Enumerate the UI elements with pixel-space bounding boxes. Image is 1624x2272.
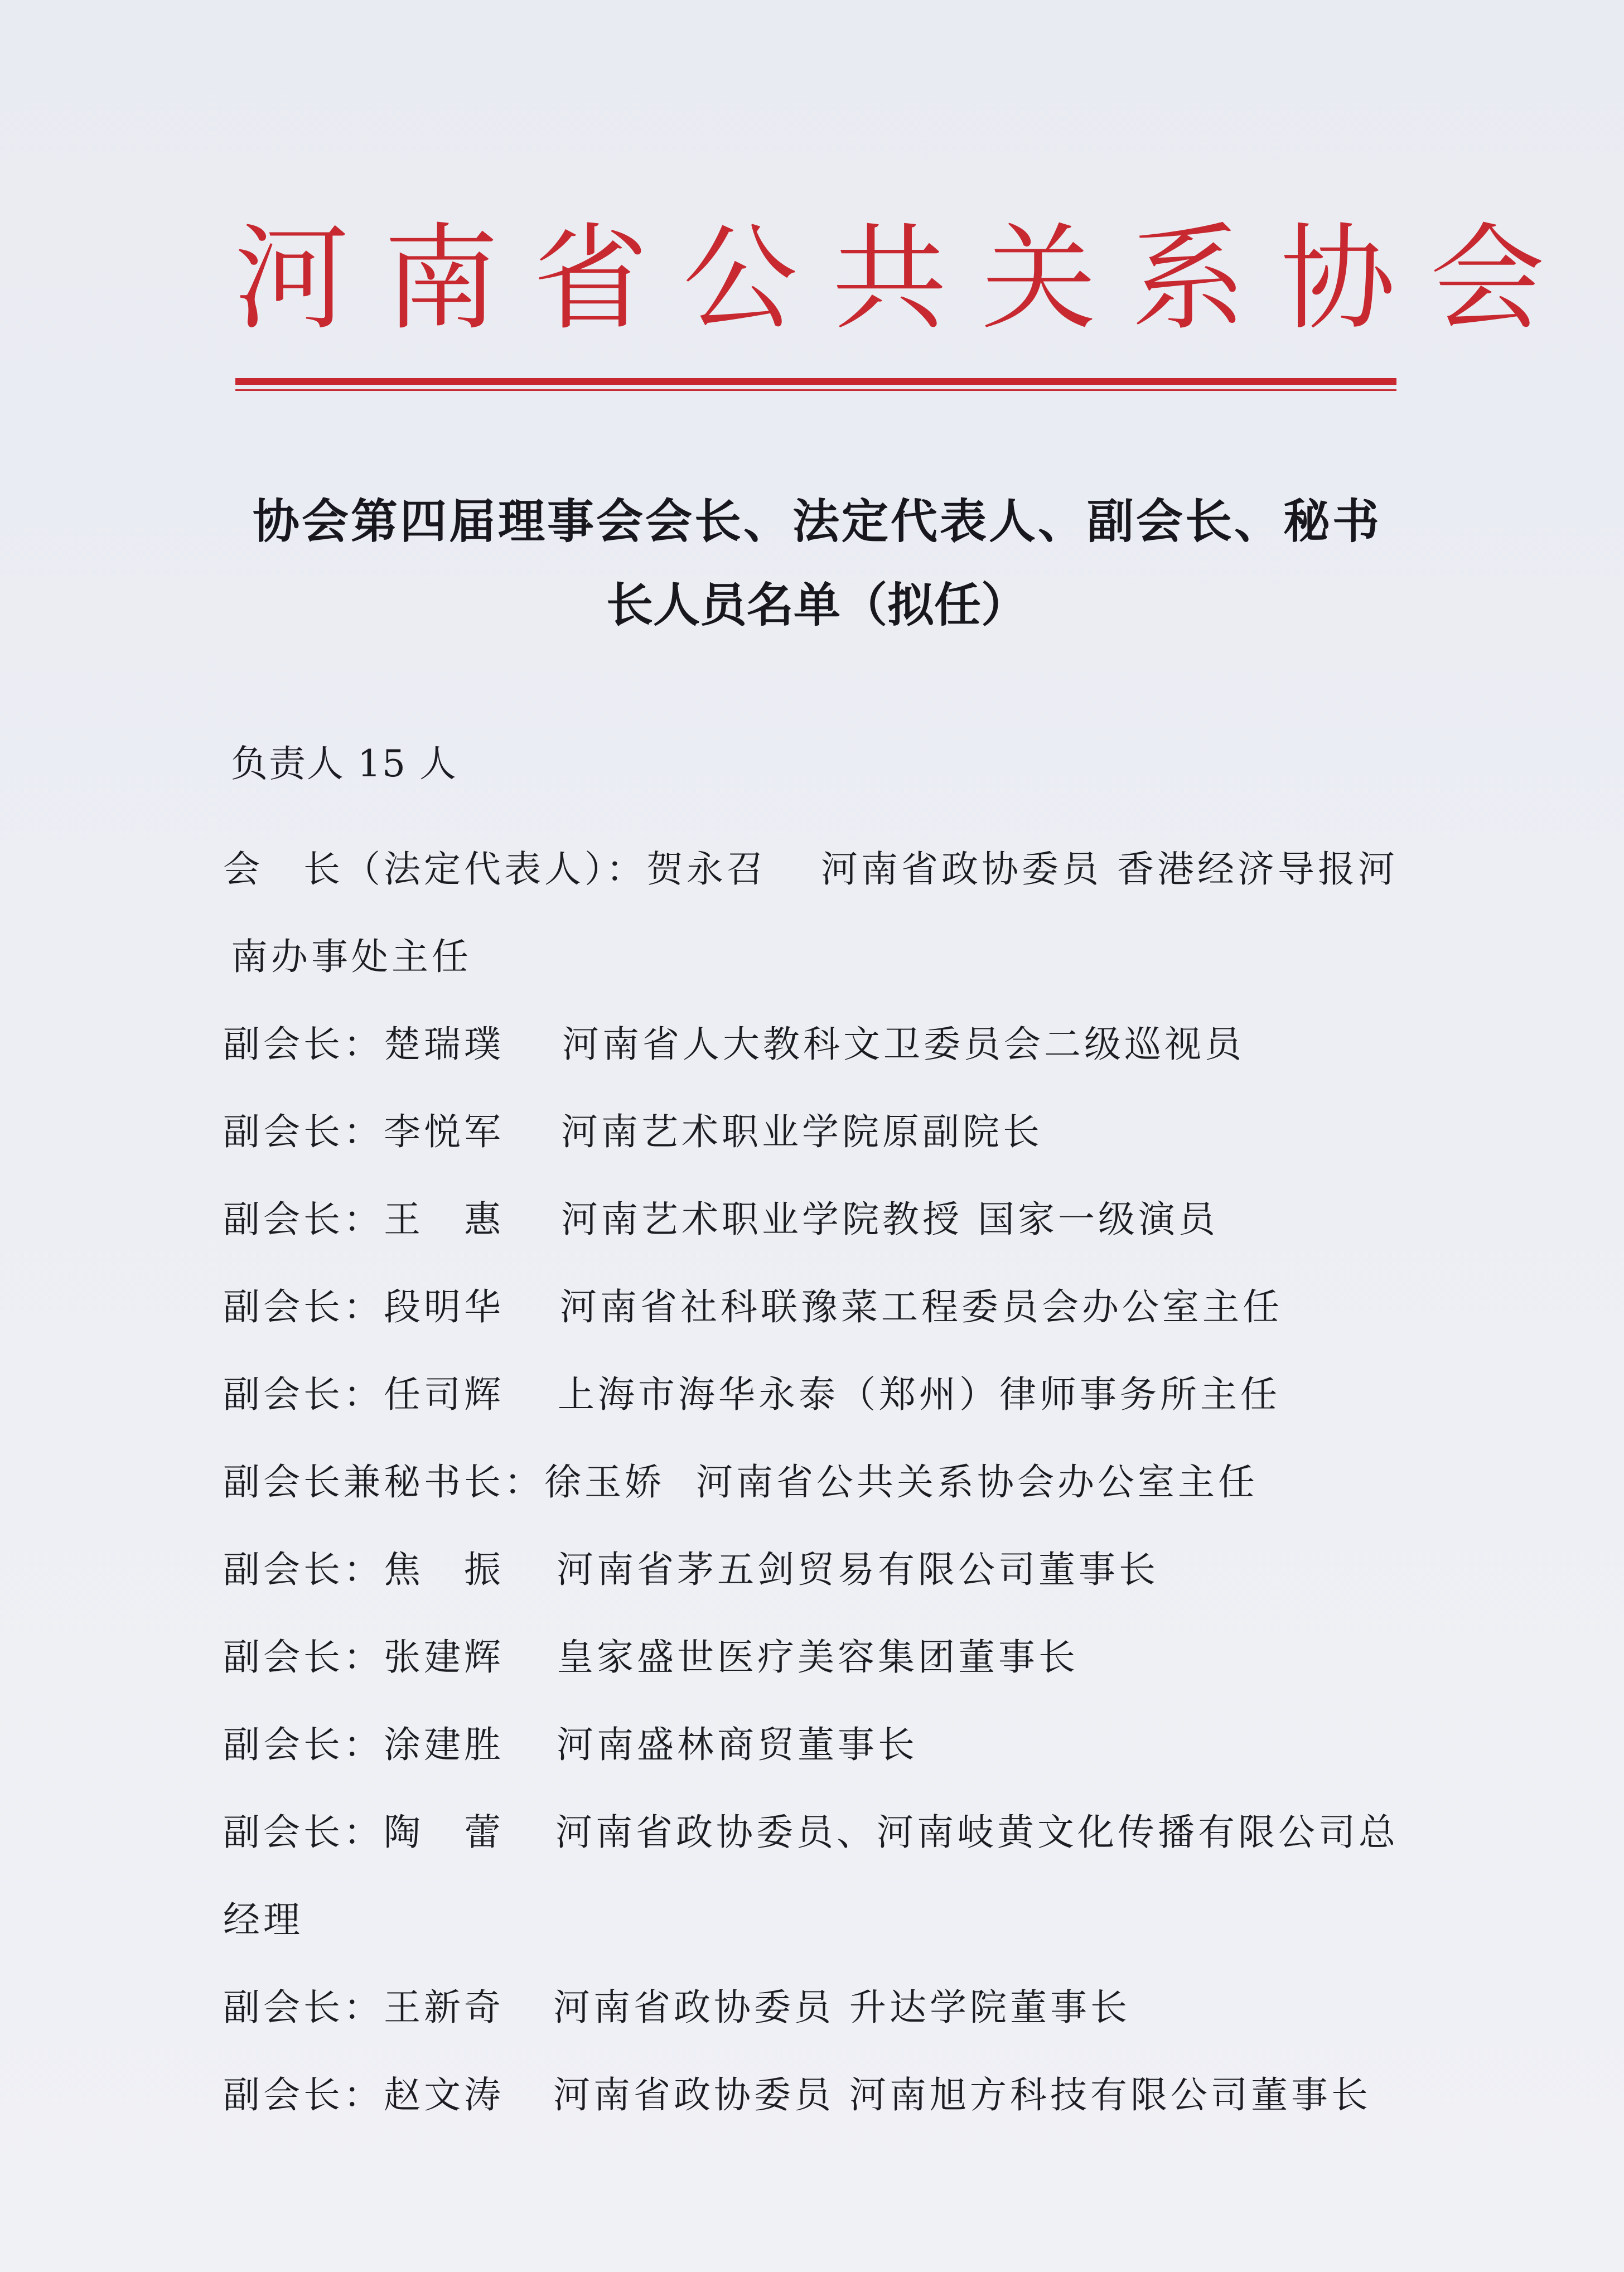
roster-role: 副会长： [223, 1110, 384, 1153]
roster-entry [223, 1351, 1400, 1438]
letterhead-org-name: 河南省公共关系协会 [234, 212, 1580, 346]
roster-description: 河南艺术职业学院教授 国家一级演员 [561, 1198, 1219, 1241]
roster-entry [223, 1701, 1400, 1788]
document-title-line-1: 协会第四届理事会会长、法定代表人、副会长、秘书 [252, 494, 1381, 549]
roster-entry [223, 1526, 1400, 1613]
roster-role: 副会长： [223, 1986, 384, 2029]
roster-entry [223, 1000, 1400, 1088]
roster-description: 河南省政协委员、河南岐黄文化传播有限公司总 [555, 1811, 1399, 1854]
roster-role: 副会长兼秘书长： [223, 1461, 544, 1504]
roster-description: 上海市海华永泰（郑州）律师事务所主任 [558, 1373, 1280, 1416]
roster-name: 王新奇 [384, 1986, 504, 2029]
roster-role: 副会长： [223, 1285, 384, 1328]
roster-entry [223, 1613, 1400, 1701]
roster-role: 副会长： [223, 1723, 384, 1766]
roster-name: 张建辉 [384, 1636, 504, 1679]
responsible-count: 负责人 15 人 [231, 742, 457, 785]
letterhead-red-rule [235, 378, 1396, 385]
roster-name: 段明华 [384, 1285, 504, 1328]
roster-description: 河南省政协委员 香港经济导报河 [821, 848, 1398, 891]
roster-description: 皇家盛世医疗美容集团董事长 [557, 1636, 1079, 1679]
roster-description: 河南省人大教科文卫委员会二级巡视员 [562, 1023, 1245, 1066]
roster-role: 副会长： [223, 2073, 384, 2116]
roster-description: 河南省社科联豫菜工程委员会办公室主任 [560, 1285, 1283, 1328]
roster-name: 贺永召 [646, 848, 767, 891]
roster-role: 副会长： [223, 1198, 384, 1241]
roster-entry-president [223, 825, 1400, 1000]
roster-name: 焦 振 [384, 1548, 504, 1591]
roster-description: 河南艺术职业学院原副院长 [561, 1110, 1043, 1153]
roster-role: 会 长（法定代表人）： [223, 848, 646, 891]
roster-name: 楚瑞璞 [384, 1023, 504, 1066]
document-title-line-2: 长人员名单（拟任） [606, 578, 1028, 632]
roster-entry [223, 1964, 1400, 2051]
roster-description: 河南省公共关系协会办公室主任 [696, 1461, 1258, 1504]
roster-entry [223, 1263, 1400, 1351]
letterhead-red-rule-thin [235, 389, 1396, 391]
roster-role: 副会长： [223, 1811, 384, 1854]
roster-list [223, 825, 1400, 2139]
roster-role: 副会长： [223, 1023, 384, 1066]
roster-name: 李悦军 [384, 1110, 504, 1153]
roster-description: 河南省政协委员 河南旭方科技有限公司董事长 [553, 2073, 1371, 2116]
roster-role: 副会长： [223, 1636, 384, 1679]
document-title [234, 480, 1400, 647]
roster-entry [223, 1176, 1400, 1263]
roster-name: 任司辉 [384, 1373, 504, 1416]
roster-name: 涂建胜 [384, 1723, 504, 1766]
roster-description: 河南省茅五剑贸易有限公司董事长 [557, 1548, 1159, 1591]
roster-name: 王 惠 [384, 1198, 504, 1241]
roster-name: 赵文涛 [384, 2073, 504, 2116]
roster-role: 副会长： [223, 1548, 384, 1591]
roster-description-continued: 南办事处主任 [231, 935, 472, 978]
roster-description: 河南省政协委员 升达学院董事长 [553, 1986, 1130, 2029]
roster-role: 副会长： [223, 1373, 384, 1416]
roster-description: 河南盛林商贸董事长 [557, 1723, 918, 1766]
roster-entry [223, 2051, 1400, 2139]
roster-name: 徐玉娇 [544, 1461, 665, 1504]
roster-name: 陶 蕾 [384, 1811, 504, 1854]
roster-entry [223, 1088, 1400, 1176]
roster-entry-secretary-general [223, 1438, 1400, 1526]
roster-description-continued: 经理 [223, 1898, 303, 1941]
roster-entry [223, 1788, 1400, 1964]
